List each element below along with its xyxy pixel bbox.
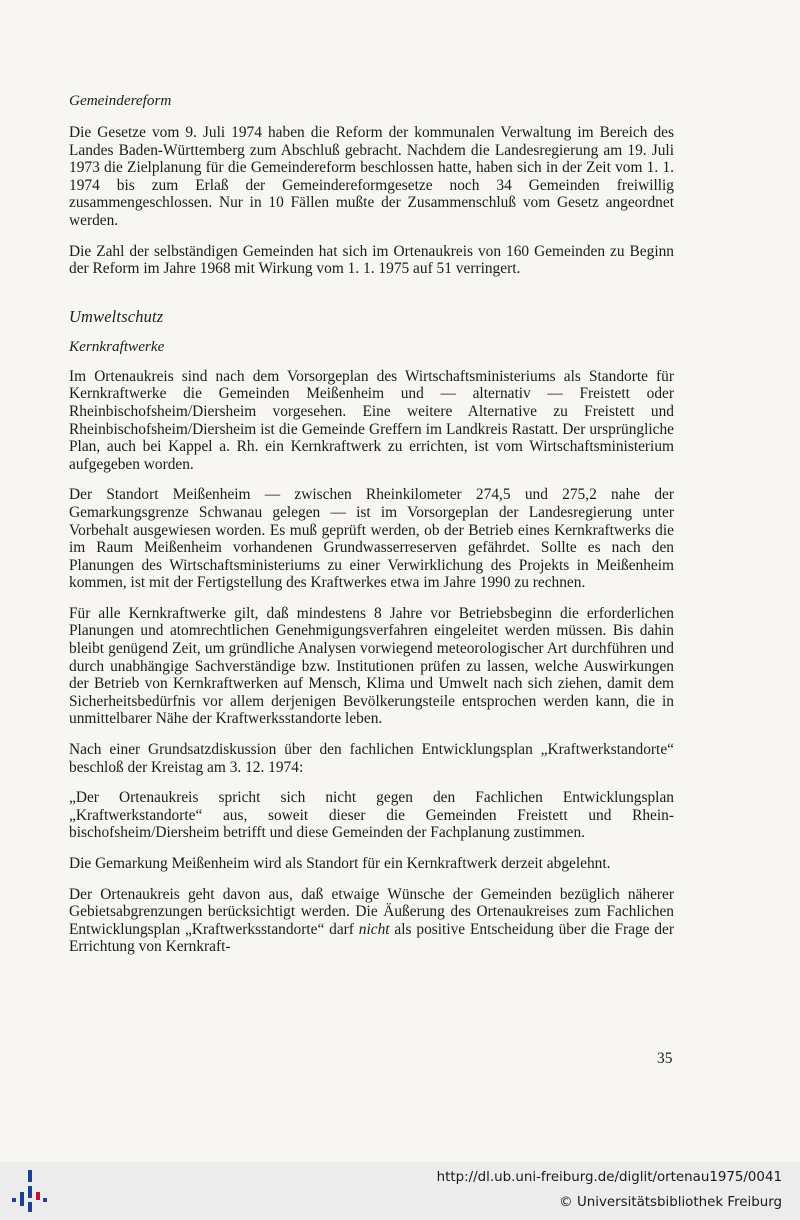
paragraph-kernkraft-7 (69, 886, 674, 956)
footer-url-link[interactable]: http://dl.ub.uni-freiburg.de/diglit/ortenau1975/0041 (436, 1170, 782, 1185)
heading-umweltschutz: Umweltschutz (69, 306, 164, 326)
paragraph-gemeindereform-2: Die Zahl der selbständigen Gemeinden hat sich im Ortenaukreis von 160 Gemeinden zu Beginn der Reform im Jahre 1968 mit Wirkung vom 1. 1. 1975 auf 51 verringert. (69, 242, 674, 278)
heading-kernkraftwerke: Kernkraftwerke (69, 337, 165, 355)
paragraph-kernkraft-5: „Der Ortenaukreis spricht sich nicht gegen den Fachlichen Entwicklungsplan „Kraftwerkstandorte“ aus, soweit dieser die Gemeinden Freistett und Rheinbischofsheim/Diersheim betrifft und diese Gemeinden der Fachplanung zustimmen. (69, 789, 674, 842)
heading-gemeindereform: Gemeindereform (69, 92, 172, 109)
paragraph-kernkraft-4: Nach einer Grundsatzdiskussion über den fachlichen Entwicklungsplan „Kraftwerkstandorte“ beschloß der Kreistag am 3. 12. 1974: (69, 741, 674, 776)
footer-bar (0, 1162, 800, 1220)
emphasis-nicht: nicht (358, 920, 390, 938)
paragraph-kernkraft-2: Der Standort Meißenheim — zwischen Rheinkilometer 274,5 und 275,2 nahe der Gemarkungsgrenze Schwanau gelegen — ist im Vorsorgeplan der Landesregierung unter Vorbehalt ausgewiesen worden. Es muß geprüft werden, ob der Betrieb eines Kernkraftwerks die im Raum Meißenheim vorhandenen Grundwasserreserven gefährdet. Sollte es nach den Planungen des Wirtschaftsministeriums zu einer Verwirklichung des Projekts in Meißenheim kommen, ist mit der Fertigstellung des Kraftwerkes etwa im Jahre 1990 zu rechnen. (69, 486, 674, 592)
paragraph-kernkraft-3: Für alle Kernkraftwerke gilt, daß mindestens 8 Jahre vor Betriebsbeginn die erforderlichen Planungen und atomrechtlichen Genehmigungsverfahren eingeleitet werden müssen. Bis dahin bleibt genügend Zeit, um gründliche Analysen vorwiegend meteorologischer Art durchführen und durch unabhängige Sachverständige bzw. Institutionen prüfen zu lassen, welche Auswirkungen der Betrieb von Kernkraftwerken auf Mensch, Klima und Umwelt nach sich ziehen, damit dem Sicherheitsbedürfnis vor allem derjenigen Bevölkerungsteile entsprochen werden kann, die in unmittelbarer Nähe der Kraftwerksstandorte leben. (69, 604, 674, 728)
footer-copyright: © Universitätsbibliothek Freiburg (559, 1195, 782, 1210)
page-content (69, 92, 674, 969)
ub-freiburg-logo-icon[interactable] (12, 1168, 48, 1214)
paragraph-kernkraft-7-part1: Der Ortenaukreis geht davon aus, daß etwaige Wünsche der Gemeinden bezüglich näherer Gebietsabgrenzungen berücksichtigt werden. Die Äußerung des Ortenaukreises zum Fachlichen Entwicklungsplan „Kraftwerksstandorte“ darf (69, 885, 674, 938)
paragraph-kernkraft-7-part2: als positive Entscheidung über die Frage der Errichtung von Kernkraft- (69, 920, 675, 956)
paragraph-kernkraft-6: Die Gemarkung Meißenheim wird als Standort für ein Kernkraftwerk derzeit abgelehnt. (69, 855, 611, 872)
paragraph-kernkraft-1: Im Ortenaukreis sind nach dem Vorsorgeplan des Wirtschaftsministeriums als Standorte für Kernkraftwerke die Gemeinden Meißenheim und — alternativ — Freistett oder Rheinbischofsheim/Diersheim vorgesehen. Eine weitere Alternative zu Freistett und Rheinbischofsheim/Diersheim ist die Gemeinde Greffern im Landkreis Rastatt. Der ursprüngliche Plan, auch bei Kappel a. Rh. ein Kernkraftwerk zu errichten, ist vom Wirtschaftsministerium aufgegeben worden. (69, 367, 674, 473)
page-number: 35 (657, 1050, 673, 1067)
paragraph-gemeindereform-1: Die Gesetze vom 9. Juli 1974 haben die Reform der kommunalen Verwaltung im Bereich des Landes Baden-Württemberg zum Abschluß gebracht. Nachdem die Landesregierung am 19. Juli 1973 die Zielplanung für die Gemeindereform beschlossen hatte, haben sich in der Zeit vom 1. 1. 1974 bis zum Erlaß der Gemeindereformgesetze noch 34 Gemeinden freiwillig zusammengeschlossen. Nur in 10 Fällen mußte der Zusammenschluß vom Gesetz angeordnet werden. (69, 124, 674, 229)
